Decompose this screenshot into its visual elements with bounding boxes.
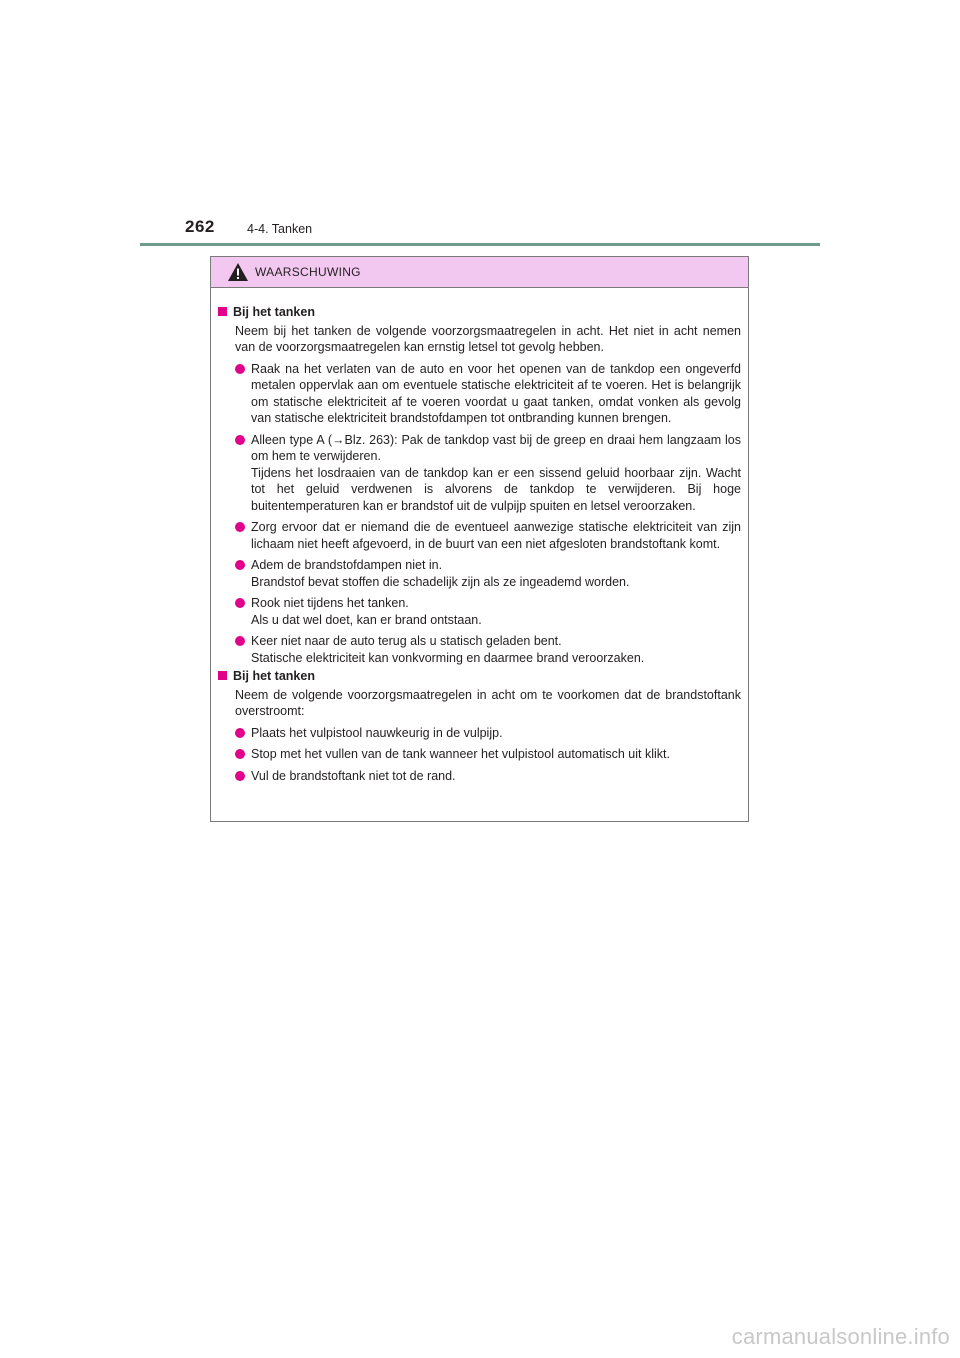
bullet-text: Rook niet tijdens het tanken. [251,596,409,610]
warning-triangle-icon [227,262,249,282]
page-number: 262 [185,217,215,236]
section-heading [218,304,741,321]
bullet-text: Tijdens het losdraaien van de tankdop kan er een sissend geluid hoorbaar zijn. Wacht tot het geluid verdwenen is alvorens de tankdop te verwijderen. Bij hoge buitentemperaturen kan er brandstof uit de vulpijp spuiten en letsel veroorzaken. [251,465,741,513]
section-title: 4-4. Tanken [247,222,313,236]
bullet-text: Keer niet naar de auto terug als u statisch geladen bent. [251,634,562,648]
bullet-text: Brandstof bevat stoffen die schadelijk zijn als ze ingeademd worden. [251,574,630,589]
warning-header [211,257,748,288]
section-intro: Neem bij het tanken de volgende voorzorgsmaatregelen in acht. Het niet in acht nemen van de voorzorgsmaatregelen kan ernstig letsel tot gevolg hebben. [235,323,741,354]
bullet-text: Plaats het vulpistool nauwkeurig in de vulpijp. [251,725,503,740]
round-bullet-icon [235,598,245,608]
bullet-text: Statische elektriciteit kan vonkvorming en daarmee brand veroorzaken. [251,650,645,665]
bullet-text: Stop met het vullen van de tank wanneer het vulpistool automatisch uit klikt. [251,747,670,761]
warning-body [211,288,748,784]
section-heading [218,668,741,685]
bullet-text: Raak na het verlaten van de auto en voor het openen van de tankdop een ongeverfd metalen oppervlak aan om eventuele statische elektriciteit af te voeren. Het is belangrijk om statische elektriciteit af te voeren voordat u gaat tanken, omdat vonken als gevolg van statische elektriciteit brandstofdampen tot ontbranding kunnen brengen. [251,361,741,425]
bullet-text: Vul de brandstoftank niet tot de rand. [251,768,456,783]
list-item [235,725,741,742]
list-item [235,432,741,515]
round-bullet-icon [235,522,245,532]
round-bullet-icon [235,435,245,445]
list-item [235,557,741,590]
watermark: carmanualsonline.info [731,1324,950,1349]
bullet-text: Als u dat wel doet, kan er brand ontstaan. [251,612,482,627]
section-heading-text: Bij het tanken [233,669,315,683]
round-bullet-icon [235,636,245,646]
bullet-text: Adem de brandstofdampen niet in. [251,558,443,572]
list-item [235,633,741,666]
list-item [235,361,741,427]
section-heading-text: Bij het tanken [233,305,315,319]
bullet-text: Zorg ervoor dat er niemand die de eventueel aanwezige statische elektriciteit van zijn lichaam niet heeft afgevoerd, in de buurt van een niet afgesloten brandstoftank komt. [251,520,741,551]
section-intro: Neem de volgende voorzorgsmaatregelen in acht om te voorkomen dat de brandstoftank overstroomt: [235,687,741,718]
round-bullet-icon [235,771,245,781]
round-bullet-icon [235,728,245,738]
round-bullet-icon [235,364,245,374]
square-bullet-icon [218,307,227,316]
square-bullet-icon [218,671,227,680]
round-bullet-icon [235,749,245,759]
list-item [235,746,741,763]
bullet-text: Alleen type A (→Blz. 263): Pak de tankdop vast bij de greep en draai hem langzaam los om hem te verwijderen. [251,432,741,463]
warning-title: WAARSCHUWING [255,265,361,279]
list-item [235,519,741,552]
list-item [235,595,741,628]
round-bullet-icon [235,560,245,570]
list-item [235,768,741,785]
header-rule [140,243,820,246]
warning-box [210,256,749,822]
